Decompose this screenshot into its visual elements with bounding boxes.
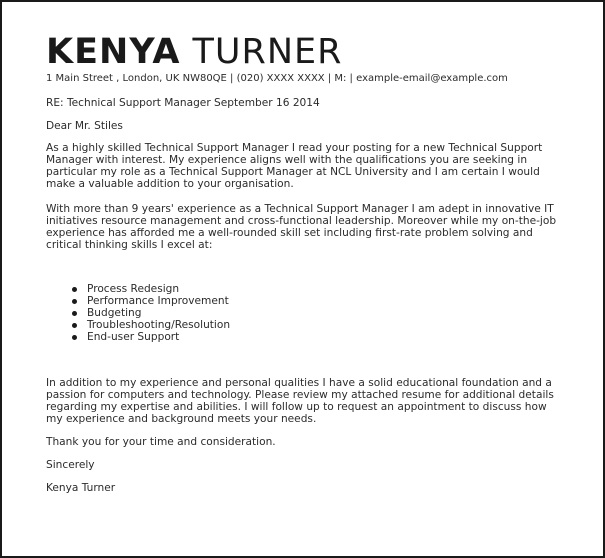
thanks-line: Thank you for your time and consideration. <box>46 436 276 448</box>
list-item: Troubleshooting/Resolution <box>68 319 230 331</box>
last-name: TURNER <box>192 32 343 72</box>
applicant-name <box>46 32 342 72</box>
paragraph-experience: With more than 9 years' experience as a Technical Support Manager I am adept in innovative IT initiatives resource management and cross-functional leadership. Moreover while my on-the-job experience has afforded me a well-rounded skill set including first-rate problem solving and critical thinking skills I excel at: <box>46 203 557 251</box>
list-item: Performance Improvement <box>68 295 230 307</box>
first-name: KENYA <box>46 32 181 72</box>
salutation: Dear Mr. Stiles <box>46 120 123 132</box>
skills-list <box>68 283 230 343</box>
signature: Kenya Turner <box>46 482 116 494</box>
contact-info: 1 Main Street , London, UK NW80QE | (020) XXXX XXXX | M: | example-email@example.com <box>46 73 508 84</box>
list-item: Process Redesign <box>68 283 230 295</box>
subject-line: RE: Technical Support Manager September 16 2014 <box>46 97 320 109</box>
paragraph-education: In addition to my experience and personal qualities I have a solid educational foundation and a passion for computers and technology. Please review my attached resume for additional details regarding my expertise and abilities. I will follow up to request an appointment to discuss how my experience and background meets your needs. <box>46 377 554 425</box>
closing: Sincerely <box>46 459 95 471</box>
list-item: End-user Support <box>68 331 230 343</box>
paragraph-intro: As a highly skilled Technical Support Manager I read your posting for a new Technical Support Manager with interest. My experience aligns well with the qualifications you are seeking in particular my role as a Technical Support Manager at NCL University and I am certain I would make a valuable addition to your organisation. <box>46 142 543 190</box>
list-item: Budgeting <box>68 307 230 319</box>
